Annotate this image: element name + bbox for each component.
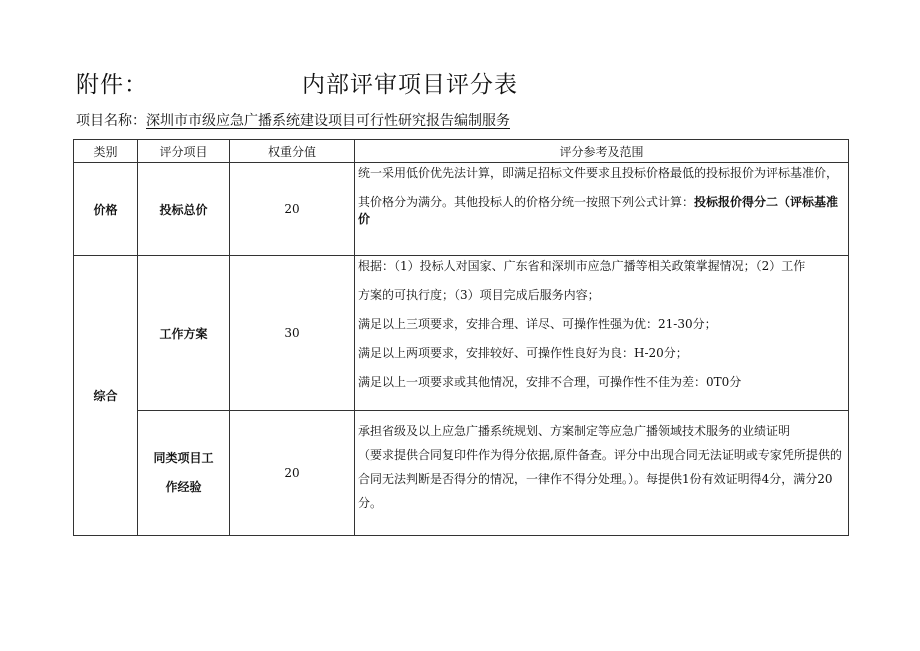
header-item: 评分项目 <box>138 140 230 163</box>
range-price <box>355 163 849 256</box>
header-range: 评分参考及范围 <box>355 140 849 163</box>
category-composite: 综合 <box>74 256 138 536</box>
item-similar-experience-line1: 同类项目工 <box>153 451 214 465</box>
item-total-bid: 投标总价 <box>138 163 230 256</box>
table-header-row <box>74 140 849 163</box>
range-plan-content <box>358 258 846 403</box>
category-price: 价格 <box>74 163 138 256</box>
header-weight: 权重分值 <box>230 140 355 163</box>
table-row-plan <box>74 256 849 411</box>
table-row-price <box>74 163 849 256</box>
range-experience-line1: 承担省级及以上应急广播系统规划、方案制定等应急广播领域技术服务的业绩证明 <box>358 424 791 438</box>
title-row <box>76 66 856 98</box>
header-category: 类别 <box>74 140 138 163</box>
range-experience <box>355 411 849 536</box>
project-line <box>76 110 510 130</box>
range-plan-line4: 满足以上两项要求，安排较好、可操作性良好为良：H-20分； <box>358 346 688 360</box>
range-plan-line1: 根据：（1）投标人对国家、广东省和深圳市应急广播等相关政策掌握情况；（2）工作 <box>358 259 806 273</box>
range-price-line2-text: 其价格分为满分。其他投标人的价格分统一按照下列公式计算： <box>358 195 695 209</box>
range-plan <box>355 256 849 411</box>
weight-experience: 20 <box>230 411 355 536</box>
range-price-formula: 投标报价得分二（评标基准价 <box>358 195 839 226</box>
range-plan-line5: 满足以上一项要求或其他情况，安排不合理，可操作性不佳为差：0T0分 <box>358 375 742 389</box>
range-plan-line2: 方案的可执行度；（3）项目完成后服务内容； <box>358 288 600 302</box>
attachment-prefix: 附件： <box>76 72 148 98</box>
weight-plan: 30 <box>230 256 355 411</box>
range-experience-line2: （要求提供合同复印件作为得分依据,原件备查。评分中出现合同无法证明或专家凭所提供的合同无法判断是否得分的情况，一律作不得分处理。）。每提供1份有效证明得4分，满分20分。 <box>358 448 842 510</box>
table-row-experience <box>74 411 849 536</box>
weight-price: 20 <box>230 163 355 256</box>
project-name: 深圳市市级应急广播系统建设项目可行性研究报告编制服务 <box>146 113 510 129</box>
score-table <box>73 139 849 536</box>
page-title: 内部评审项目评分表 <box>302 72 518 98</box>
range-price-line1: 统一采用低价优先法计算，即满足招标文件要求且投标价格最低的投标报价为评标基准价， <box>358 166 839 180</box>
item-similar-experience-line2: 作经验 <box>165 480 202 494</box>
project-label: 项目名称： <box>76 113 146 129</box>
item-work-plan: 工作方案 <box>138 256 230 411</box>
range-price-line2 <box>358 194 846 228</box>
item-similar-experience <box>138 411 230 536</box>
range-plan-line3: 满足以上三项要求，安排合理、详尽、可操作性强为优：21-30分； <box>358 317 717 331</box>
